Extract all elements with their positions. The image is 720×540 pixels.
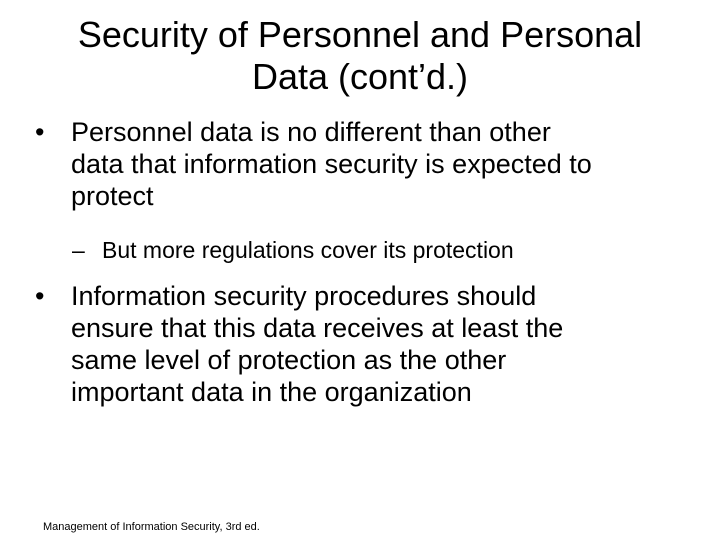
bullet-line: same level of protection as the other (71, 345, 507, 375)
slide-footer: Management of Information Security, 3rd ed. (43, 521, 260, 533)
bullet-line: Information security procedures should (71, 281, 537, 311)
bullet-marker: • (35, 281, 45, 311)
bullet-marker: • (35, 117, 45, 147)
sub-bullet-text: But more regulations cover its protection (102, 237, 514, 263)
sub-bullet-marker: – (72, 237, 85, 263)
bullet-line: ensure that this data receives at least the (71, 313, 564, 343)
bullet-line: protect (71, 181, 154, 211)
bullet-line: Personnel data is no different than other (71, 117, 551, 147)
title-line: Data (cont’d.) (251, 56, 469, 97)
sub-bullet-item (72, 236, 702, 264)
bullet-text (35, 280, 705, 408)
bullet-text (35, 116, 705, 212)
bullet-line: important data in the organization (71, 377, 472, 407)
bullet-item (35, 280, 705, 408)
title-line: Security of Personnel and Personal (77, 14, 643, 55)
bullet-line: data that information security is expected to (71, 149, 592, 179)
bullet-item (35, 116, 705, 212)
